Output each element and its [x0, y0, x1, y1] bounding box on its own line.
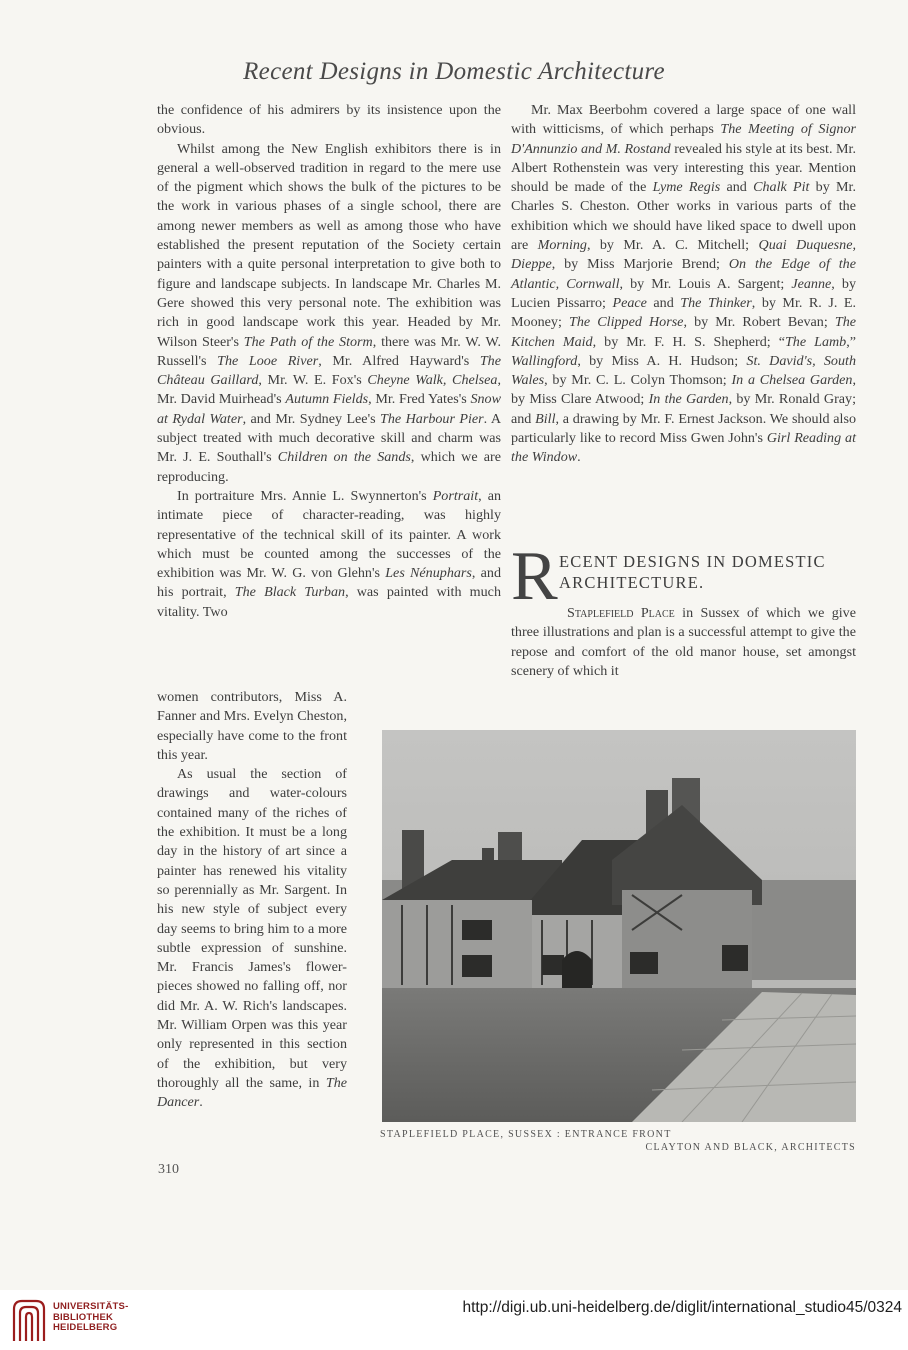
- paragraph: [157, 101, 501, 140]
- artwork-title: Bill: [535, 410, 556, 427]
- source-url-link[interactable]: http://digi.ub.uni-heidelberg.de/diglit/international_studio45/0324: [462, 1299, 902, 1316]
- artwork-title: The Path of the Storm: [243, 333, 373, 350]
- paragraph: [157, 765, 347, 1112]
- text: .: [199, 1094, 203, 1111]
- text: , an intimate piece of character-reading, was highly representative of the technical skill of its painter. A work which must be counted among the successes of the exhibition was Mr. W. G. von Glehn's: [157, 487, 502, 582]
- artwork-title: In a Chelsea Garden: [731, 372, 853, 389]
- artwork-title: Les Nénuphars: [385, 565, 472, 582]
- library-name-line: HEIDELBERG: [53, 1322, 118, 1333]
- right-column: [511, 101, 856, 468]
- artwork-title: The Black Turban: [234, 584, 346, 601]
- library-emblem-icon: [10, 1297, 48, 1343]
- artwork-title: The Looe River: [217, 352, 319, 369]
- text: , by Miss A. H. Hudson;: [577, 352, 747, 369]
- house-photo-illustration: [382, 730, 856, 1122]
- artwork-title: Girl Reading at the Window: [511, 430, 856, 466]
- text: As usual the section of drawings and water-colours contained many of the riches of the exhibition. It must be a long day in the history of art since a painter has renewed his vitality so perennially as Mr. Sargent. In his new style of subject every day seems to bring him to a more subtle expression of sunshine. Mr. Francis James's flower-pieces showed no falling off, nor did Mr. A. W. Rich's landscapes. Mr. William Orpen was this year only represented in this section of the exhibition, but very thoroughly all the same, in: [157, 766, 347, 1091]
- text: , was painted with much vitality. Two: [157, 584, 501, 620]
- artwork-title: Wallingford: [511, 352, 578, 369]
- artwork-title: Chalk Pit: [753, 179, 810, 196]
- artwork-title: Morning: [537, 237, 587, 254]
- paragraph: [157, 688, 347, 765]
- artwork-title: St. David's, South Wales: [511, 352, 856, 389]
- text: , by Mr. F. H. S. Shepherd; “: [592, 333, 785, 350]
- text: women contributors, Miss A. Fanner and Mrs. Evelyn Cheston, especially have come to the front this year.: [157, 689, 347, 763]
- running-header: Recent Designs in Domestic Architecture: [243, 58, 665, 85]
- photograph-staplefield-place: [382, 730, 856, 1122]
- text: and: [720, 179, 754, 196]
- section-title: ECENT DESIGNS IN DOMESTIC ARCHITECTURE.: [559, 552, 826, 592]
- text: , which we are reproducing.: [157, 449, 501, 485]
- paragraph: [511, 101, 856, 468]
- text: In portraiture Mrs. Annie L. Swynnerton's: [177, 487, 433, 504]
- artwork-title: Quai Duquesne, Dieppe: [511, 237, 856, 273]
- left-column: [157, 101, 501, 622]
- artwork-title: On the Edge of the Atlantic, Cornwall: [511, 256, 856, 292]
- paragraph: [511, 604, 856, 681]
- text: , a drawing by Mr. F. Ernest Jackson. We should also particularly like to record Miss Gwen John's: [511, 410, 857, 447]
- text: Whilst among the New English exhibitors there is in general a well-observed tradition in regard to the mere use of the pigment which shows the bulk of the pictures to be the work in various phases of a single school, there are among newer members as well as among those who have established the present reputation of the Society certain painters with a quite personal interpretation to give both to figure and landscape subjects. In landscape Mr. Charles M. Gere showed this very personal note. The exhibition was rich in good landscape work this year. Headed by Mr. Wilson Steer's: [157, 140, 501, 350]
- artwork-title: The Harbour Pier: [380, 410, 484, 427]
- text: , by Mr. Ronald Gray; and: [511, 391, 856, 427]
- artwork-title: Jeanne: [791, 275, 832, 292]
- artwork-title: Snow at Rydal Water: [157, 391, 501, 427]
- text: and: [646, 294, 681, 311]
- text: , by Mr. C. L. Colyn Thomson;: [544, 372, 732, 389]
- text: the confidence of his admirers by its insistence upon the obvious.: [157, 102, 501, 138]
- library-name-line: UNIVERSITÄTS-: [53, 1301, 129, 1312]
- text: , by Lucien Pissarro;: [511, 275, 857, 311]
- small-caps-lead: Staplefield Place: [567, 605, 675, 621]
- library-name: [53, 1302, 128, 1334]
- text: , by Mr. Louis A. Sargent;: [619, 275, 792, 292]
- text: , Mr. Alfred Hayward's: [318, 352, 480, 369]
- text: , by Mr. A. C. Mitchell;: [586, 237, 759, 254]
- artwork-title: Autumn Fields: [285, 391, 369, 408]
- text: , by Miss Marjorie Brend;: [551, 256, 729, 273]
- artwork-title: The Lamb: [784, 333, 847, 350]
- drop-cap: R: [511, 538, 558, 615]
- artwork-title: Lyme Regis: [652, 179, 721, 196]
- artwork-title: The Meeting of Signor D'Annunzio and M. Rostand: [511, 121, 856, 157]
- text: , there was Mr. W. W. Russell's: [157, 333, 501, 369]
- artwork-title: The Dancer: [157, 1074, 347, 1111]
- artwork-title: Cheyne Walk, Chelsea: [367, 372, 498, 389]
- text: , by Miss Clare Atwood;: [511, 372, 856, 408]
- page-number: 310: [158, 1162, 179, 1177]
- artwork-title: The Thinker: [680, 294, 752, 311]
- artwork-title: The Clipped Horse: [569, 314, 684, 331]
- text: , Mr. W. E. Fox's: [258, 372, 368, 389]
- left-column-narrow: [157, 688, 347, 1113]
- text: , and Mr. Sydney Lee's: [242, 410, 381, 427]
- figure-credit: CLAYTON AND BLACK, ARCHITECTS: [645, 1142, 856, 1153]
- section-body: [511, 604, 856, 681]
- text: .: [577, 449, 581, 466]
- text: Mr. Max Beerbohm covered a large space of one wall with witticisms, of which perhaps: [511, 102, 856, 138]
- paragraph: [157, 140, 501, 487]
- text: . A subject treated with much decorative skill and charm was Mr. J. E. Southall's: [157, 410, 501, 466]
- university-library-logo: [10, 1297, 48, 1348]
- text: , by Mr. Robert Bevan;: [683, 314, 835, 331]
- artwork-title: Children on the Sands: [277, 449, 411, 466]
- library-name-line: BIBLIOTHEK: [53, 1311, 114, 1323]
- figure-caption: STAPLEFIELD PLACE, SUSSEX : ENTRANCE FRONT: [380, 1129, 672, 1140]
- artwork-title: Portrait: [432, 487, 479, 504]
- text: , and his portrait,: [157, 565, 501, 601]
- paragraph: [157, 487, 501, 622]
- artwork-title: The Kitchen Maid: [511, 314, 856, 350]
- text: by Mr. Charles S. Cheston. Other works in various parts of the exhibition which we should have liked space to dwell upon are: [511, 179, 856, 254]
- artwork-title: In the Garden: [648, 391, 729, 408]
- text: in Sussex of which we give three illustrations and plan is a successful attempt to give the repose and comfort of the old manor house, set amongst scenery of which it: [511, 605, 856, 679]
- text: , Mr. David Muirhead's: [157, 372, 501, 408]
- text: , Mr. Fred Yates's: [368, 391, 471, 408]
- artwork-title: Peace: [612, 294, 647, 311]
- text: , by Mr. R. J. E. Mooney;: [511, 294, 856, 331]
- text: ,”: [846, 333, 856, 350]
- text: revealed his style at its best. Mr. Albert Rothenstein was very interesting this year. Mention should be made of the: [511, 140, 857, 196]
- artwork-title: The Château Gaillard: [157, 352, 501, 389]
